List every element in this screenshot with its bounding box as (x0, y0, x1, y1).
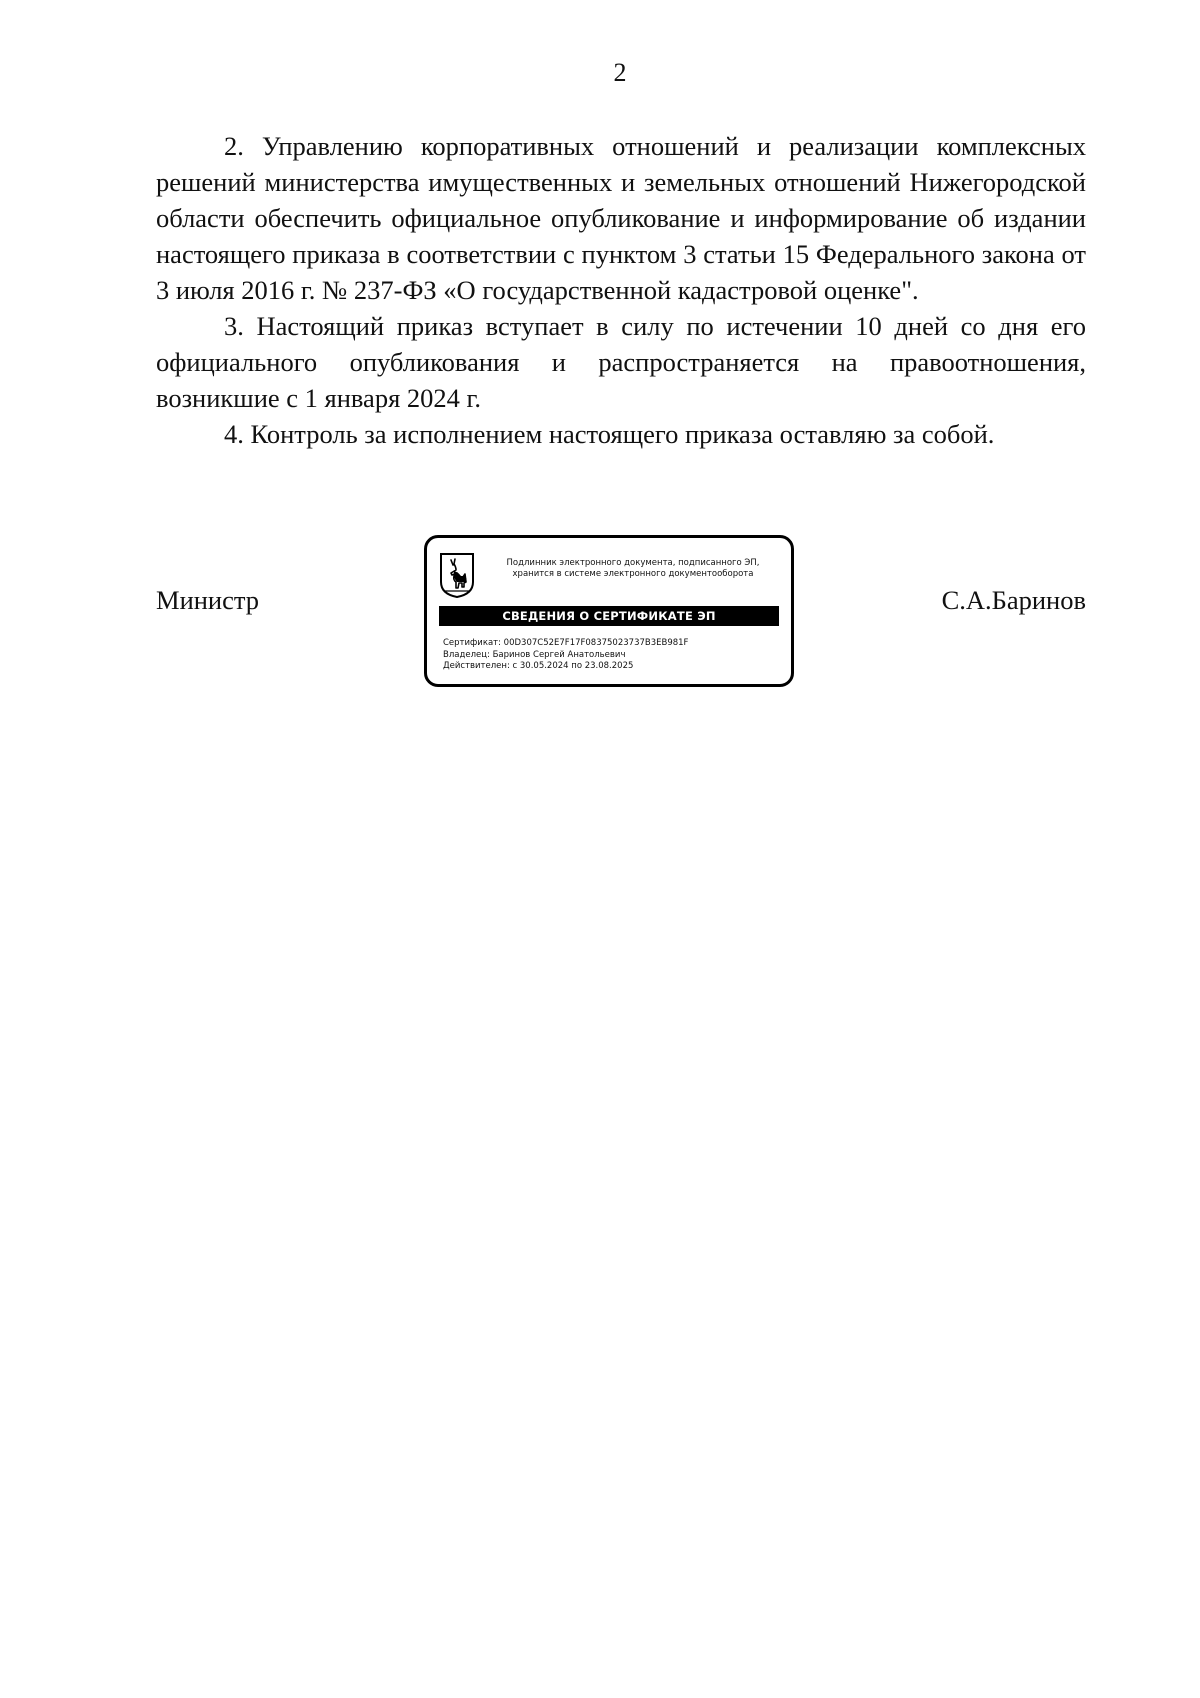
electronic-signature-stamp (424, 535, 794, 687)
paragraph-3: 3. Настоящий приказ вступает в силу по истечении 10 дней со дня его официального опубликования и распространяется на правоотношения, возникшие с 1 января 2024 г. (156, 311, 1086, 413)
document-body (156, 128, 1086, 452)
stamp-validity: Действителен: с 30.05.2024 по 23.08.2025 (443, 661, 634, 671)
stamp-owner: Владелец: Баринов Сергей Анатольевич (443, 649, 626, 660)
stamp-certificate-details (443, 638, 688, 673)
stamp-header (477, 558, 789, 580)
paragraph-4: 4. Контроль за исполнением настоящего приказа оставляю за собой. (224, 419, 995, 449)
signer-position: Министр (156, 585, 260, 615)
stamp-certificate-number: Сертификат: 00D307C52E7F17F08375023737B3EB981F (443, 638, 689, 648)
stamp-header-line-2: хранится в системе электронного документооборота (512, 569, 754, 579)
paragraph-2: 2. Управлению корпоративных отношений и реализации комплексных решений министерства имущественных и земельных отношений Нижегородской области обеспечить официальное опубликование и информирование об издании настоящего приказа в соответствии с пунктом 3 статьи 15 Федерального закона от 3 июля 2016 г. № 237-ФЗ «О государственной кадастровой оценке". (156, 131, 1086, 305)
stamp-certificate-band: СВЕДЕНИЯ О СЕРТИФИКАТЕ ЭП (439, 606, 779, 626)
nizhny-novgorod-deer-emblem-icon (439, 552, 475, 598)
page-number: 2 (613, 58, 627, 87)
signature-block (156, 535, 1086, 705)
stamp-header-line-1: Подлинник электронного документа, подписанного ЭП, (506, 558, 760, 568)
signer-name: С.А.Баринов (941, 585, 1086, 615)
